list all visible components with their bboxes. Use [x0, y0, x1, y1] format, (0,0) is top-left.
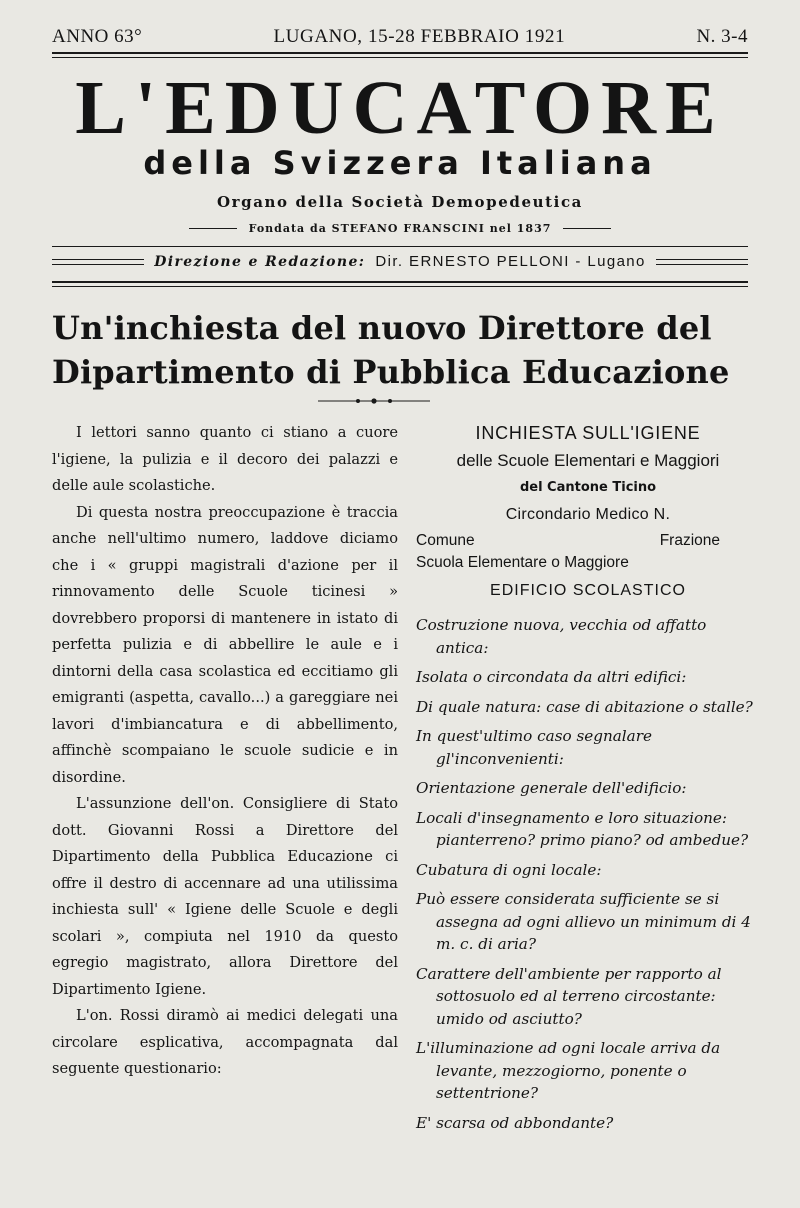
list-item: Di quale natura: case di abitazione o stalle?	[416, 697, 753, 716]
article-paragraph: I lettori sanno quanto ci stiano a cuore l'igiene, la pulizia e il decoro dei palazzi e delle aule scolastiche.	[52, 424, 398, 494]
direction-rule-top	[52, 246, 748, 247]
masthead-bottom-rule	[52, 281, 748, 283]
list-item: In quest'ultimo caso segnalare gl'inconvenienti:	[416, 727, 652, 768]
comune-label: Comune	[416, 532, 475, 549]
top-rule-thin	[52, 57, 748, 58]
direction-line	[52, 253, 748, 270]
direction-text: Dir. ERNESTO PELLONI - Lugano	[375, 253, 646, 270]
frazione-label: Frazione	[659, 532, 720, 549]
issue-number: N. 3-4	[696, 26, 748, 47]
questionnaire-title: INCHIESTA SULL'IGIENE	[475, 423, 701, 443]
double-rule-left	[52, 259, 144, 265]
top-rule	[52, 52, 748, 54]
issue-header	[52, 26, 748, 48]
list-item: Orientazione generale dell'edificio:	[416, 779, 687, 797]
questionnaire-comune-row	[416, 530, 760, 552]
issue-year: ANNO 63°	[52, 26, 143, 47]
list-item: Può essere considerata sufficiente se si assegna ad ogni allievo un minimum di 4 m. c. di aria?	[416, 890, 751, 953]
dash-right	[563, 228, 611, 229]
list-item: Isolata o circondata da altri edifici:	[416, 668, 687, 686]
masthead-title: L'EDUCATORE	[75, 66, 725, 150]
masthead-founded	[52, 222, 748, 235]
article-title	[52, 306, 760, 394]
list-item: Cubatura di ogni locale:	[416, 860, 602, 879]
masthead-bottom-rule-thin	[52, 286, 748, 287]
questionnaire-canton: del Cantone Ticino	[519, 480, 657, 495]
double-rule-right	[656, 259, 748, 265]
questionnaire-circondario: Circondario Medico N.	[505, 506, 671, 523]
list-item: L'illuminazione ad ogni locale arriva da levante, mezzogiorno, ponente o settentrione?	[416, 1039, 721, 1102]
questionnaire-section-title: EDIFICIO SCOLASTICO	[490, 582, 686, 599]
article-title-line-1: Un'inchiesta del nuovo Direttore del	[52, 309, 712, 347]
article-paragraph: L'on. Rossi diramò ai medici delegati una circolare esplicativa, accompagnata dal seguente questionario:	[52, 1007, 398, 1077]
questionnaire	[416, 420, 760, 1141]
list-item: E' scarsa od abbondante?	[416, 1113, 614, 1132]
direction-label: Direzione e Redazione:	[154, 253, 366, 270]
list-item: Carattere dell'ambiente per rapporto al sottosuolo ed al terreno circostante: umido od asciutto?	[416, 964, 722, 1028]
masthead-organ: Organo della Società Demopedeutica	[216, 193, 584, 211]
list-item: Locali d'insegnamento e loro situazione: pianterreno? primo piano? od ambedue?	[416, 808, 749, 849]
list-item: Costruzione nuova, vecchia od affatto antica:	[416, 616, 707, 657]
founded-text: Fondata da STEFANO FRANSCINI nel 1837	[248, 222, 552, 235]
article-title-line-2: Dipartimento di Pubblica Educazione	[52, 353, 730, 391]
masthead-subtitle: della Svizzera Italiana	[143, 144, 657, 182]
article-paragraph: L'assunzione dell'on. Consigliere di Stato dott. Giovanni Rossi a Direttore del Dipartimento della Pubblica Educazione ci offre il destro di accennare ad una utilissima inchiesta sull' « Igiene delle Scuole e degli scolari », compiuta nel 1910 da questo egregio magistrato, allora Direttore del Dipartimento Igiene.	[52, 795, 398, 998]
questionnaire-school-type: Scuola Elementare o Maggiore	[416, 554, 629, 571]
issue-place-date: LUGANO, 15-28 FEBBRAIO 1921	[273, 26, 566, 47]
questionnaire-subtitle: delle Scuole Elementari e Maggiori	[456, 451, 720, 470]
article-paragraph: Di questa nostra preoccupazione è traccia anche nell'ultimo numero, laddove diciamo che i « gruppi magistrali d'azione per il rinnovamento delle Scuole ticinesi » dovrebbero proporsi di mantenere in istato di perfetta pulizia e di abbellire le aule e i dintorni della casa scolastica ed eccitiamo gli emigranti (aspetta, cavallo...) a gareggiare nei lavori d'imbiancatura e di abbellimento, affinchè scompaiano le scuole sudicie e in disordine.	[52, 503, 398, 786]
ornament-divider-icon	[318, 398, 430, 404]
dash-left	[189, 228, 237, 229]
questionnaire-items	[416, 614, 760, 1134]
article-body	[52, 420, 398, 1083]
